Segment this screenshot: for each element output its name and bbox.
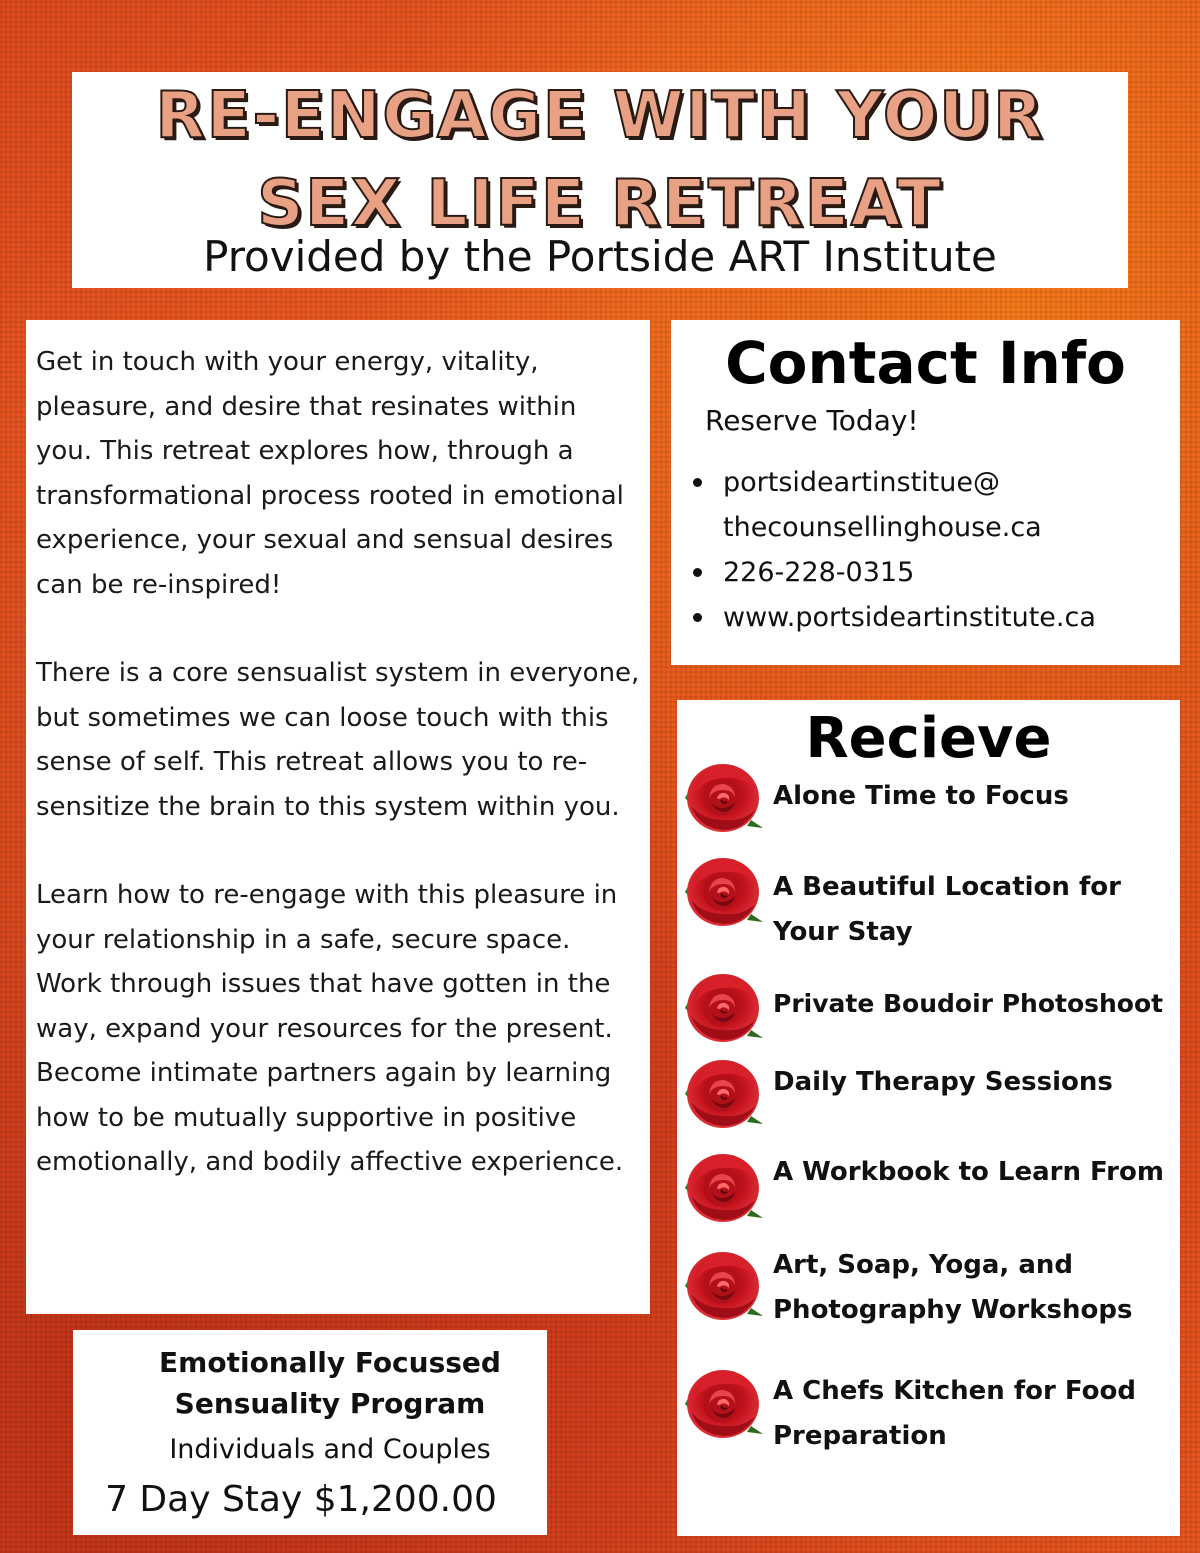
program-price: 7 Day Stay $1,200.00: [105, 1479, 497, 1520]
contact-title: Contact Info: [725, 329, 1126, 397]
rose-icon: [681, 758, 765, 838]
title-line-2: SEX LIFE RETREAT: [257, 167, 943, 241]
description-paragraph-3: Learn how to re-engage with this pleasure in your relationship in a safe, secure space. Work through issues that have gotten in the way, expand your resources for the present. Become intimate partners again by learning how to be mutually supportive in positive emotionally, and bodily affective experience.: [36, 880, 624, 1177]
bullet-icon: [693, 478, 702, 487]
reserve-text: Reserve Today!: [705, 404, 919, 437]
receive-item-label: Alone Time to Focus: [773, 781, 1069, 811]
receive-item-label: A Workbook to Learn From: [773, 1157, 1164, 1187]
rose-icon: [681, 1148, 765, 1228]
rose-icon: [681, 852, 765, 932]
receive-item-label: Art, Soap, Yoga, and Photography Workshops: [773, 1250, 1133, 1325]
contact-email[interactable]: [691, 460, 1096, 550]
website-text: www.portsideartinstitute.ca: [723, 602, 1096, 633]
rose-icon: [681, 968, 765, 1048]
bullet-icon: [693, 613, 702, 622]
subtitle: Provided by the Portside ART Institute: [203, 232, 997, 281]
contact-website[interactable]: [691, 595, 1096, 640]
email-line-2: thecounsellinghouse.ca: [723, 512, 1042, 543]
program-subtitle: Individuals and Couples: [169, 1434, 491, 1465]
receive-item-label: A Beautiful Location for Your Stay: [773, 872, 1121, 947]
program-title: Emotionally Focussed Sensuality Program: [159, 1346, 501, 1420]
contact-list: [691, 460, 1096, 640]
receive-item-label: Daily Therapy Sessions: [773, 1067, 1113, 1097]
header-banner: [72, 72, 1128, 288]
description-panel: [26, 320, 650, 1314]
description-paragraph-1: Get in touch with your energy, vitality, pleasure, and desire that resinates within you. This retreat explores how, through a transformational process rooted in emotional experience, your sexual and sensual desires can be re-inspired!: [36, 347, 624, 600]
rose-icon: [681, 1364, 765, 1444]
rose-icon: [681, 1246, 765, 1326]
receive-panel: [677, 700, 1180, 1536]
program-panel: [73, 1330, 547, 1535]
receive-title: Recieve: [805, 706, 1052, 771]
contact-phone[interactable]: [691, 550, 1096, 595]
rose-icon: [681, 1054, 765, 1134]
email-line-1: portsideartinstitue@: [723, 467, 1000, 498]
receive-item-label: A Chefs Kitchen for Food Preparation: [773, 1376, 1136, 1451]
phone-text: 226-228-0315: [723, 557, 915, 588]
description-paragraph-2: There is a core sensualist system in everyone, but sometimes we can loose touch with this sense of self. This retreat allows you to re-sensitize the brain to this system within you.: [36, 658, 640, 822]
receive-item-label: Private Boudoir Photoshoot: [773, 989, 1164, 1018]
title-line-1: RE-ENGAGE WITH YOUR: [155, 79, 1045, 153]
bullet-icon: [693, 568, 702, 577]
contact-panel: [671, 320, 1180, 665]
